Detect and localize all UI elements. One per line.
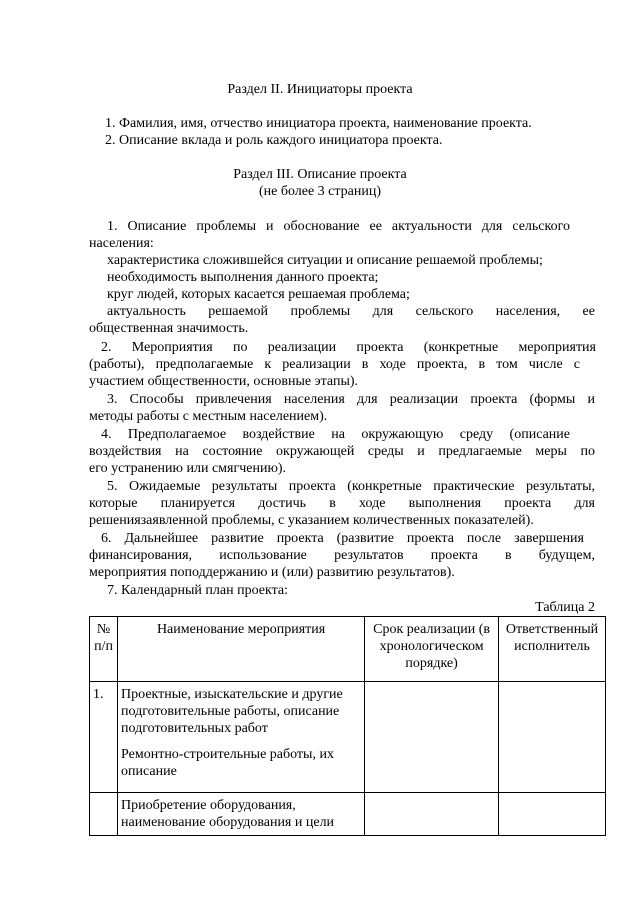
- section-2-item-2: 2. Описание вклада и роль каждого инициатора проекта.: [105, 133, 443, 148]
- header-num: № п/п: [90, 617, 118, 682]
- p5-line-1: 5. Ожидаемые результаты проекта (конкретные практические результаты,: [107, 479, 595, 494]
- p1-line-6: актуальность решаемой проблемы для сельского населения, ее: [107, 304, 595, 319]
- table-header-row: [90, 617, 606, 682]
- p3-line-1: 3. Способы привлечения населения для реализации проекта (формы и: [107, 392, 595, 407]
- section-3-title: Раздел III. Описание проекта: [233, 167, 407, 182]
- row-1-num: 1.: [90, 682, 118, 793]
- p4-line-3: его устранению или смягчению).: [89, 461, 287, 476]
- p1-line-1: 1. Описание проблемы и обоснование ее актуальности для сельского: [107, 219, 570, 234]
- row-1-name-part-2: Ремонтно-строительные работы, их описание: [121, 747, 334, 779]
- row-1-term: [365, 682, 499, 793]
- row-2-num: [90, 793, 118, 836]
- p2-line-2: (работы), предполагаемые к реализации в ходе проекта, в том числе с: [89, 357, 580, 372]
- row-2-term: [365, 793, 499, 836]
- table-row: [90, 793, 606, 836]
- p1-line-3: характеристика сложившейся ситуации и описание решаемой проблемы;: [107, 253, 543, 268]
- p1-line-5: круг людей, которых касается решаемая проблема;: [107, 287, 410, 302]
- section-2-title: Раздел II. Инициаторы проекта: [227, 82, 413, 97]
- p1-line-7: общественная значимость.: [89, 321, 249, 336]
- section-2-item-1: 1. Фамилия, имя, отчество инициатора проекта, наименование проекта.: [105, 116, 532, 131]
- section-3-subtitle: (не более 3 страниц): [258, 184, 382, 199]
- row-2-name: Приобретение оборудования, наименование оборудования и цели: [118, 793, 365, 836]
- p2-line-3: участием общественности, основные этапы).: [89, 374, 359, 389]
- row-2-resp: [499, 793, 606, 836]
- p6-line-3: мероприятия поподдержанию и (или) развитию результатов).: [89, 565, 455, 580]
- p4-line-2: воздействия на состояние окружающей среды и предлагаемые меры по: [89, 444, 595, 459]
- p6-line-2: финансирования, использование результатов проекта в будущем,: [89, 548, 595, 563]
- p2-line-1: 2. Мероприятия по реализации проекта (конкретные мероприятия: [101, 340, 596, 355]
- row-1-name: [118, 682, 365, 793]
- header-name: Наименование мероприятия: [118, 617, 365, 682]
- row-1-name-part-1: Проектные, изыскательские и другие подготовительные работы, описание подготовительных работ: [121, 687, 343, 736]
- p7-line: 7. Календарный план проекта:: [107, 583, 288, 598]
- p5-line-3: решениязаявленной проблемы, с указанием количественных показателей).: [89, 513, 534, 528]
- table-row: [90, 682, 606, 793]
- header-resp: Ответственный исполнитель: [499, 617, 606, 682]
- table-caption: Таблица 2: [535, 600, 595, 615]
- p4-line-1: 4. Предполагаемое воздействие на окружающую среду (описание: [101, 427, 570, 442]
- p5-line-2: которые планируется достичь в ходе выполнения проекта для: [89, 496, 595, 511]
- p3-line-2: методы работы с местным населением).: [89, 409, 328, 424]
- p1-line-2: населения:: [89, 236, 154, 251]
- header-term: Срок реализации (в хронологическом порядке): [365, 617, 499, 682]
- p1-line-4: необходимость выполнения данного проекта;: [107, 270, 379, 285]
- calendar-plan-table: [89, 616, 606, 836]
- p6-line-1: 6. Дальнейшее развитие проекта (развитие проекта после завершения: [101, 531, 584, 546]
- row-1-resp: [499, 682, 606, 793]
